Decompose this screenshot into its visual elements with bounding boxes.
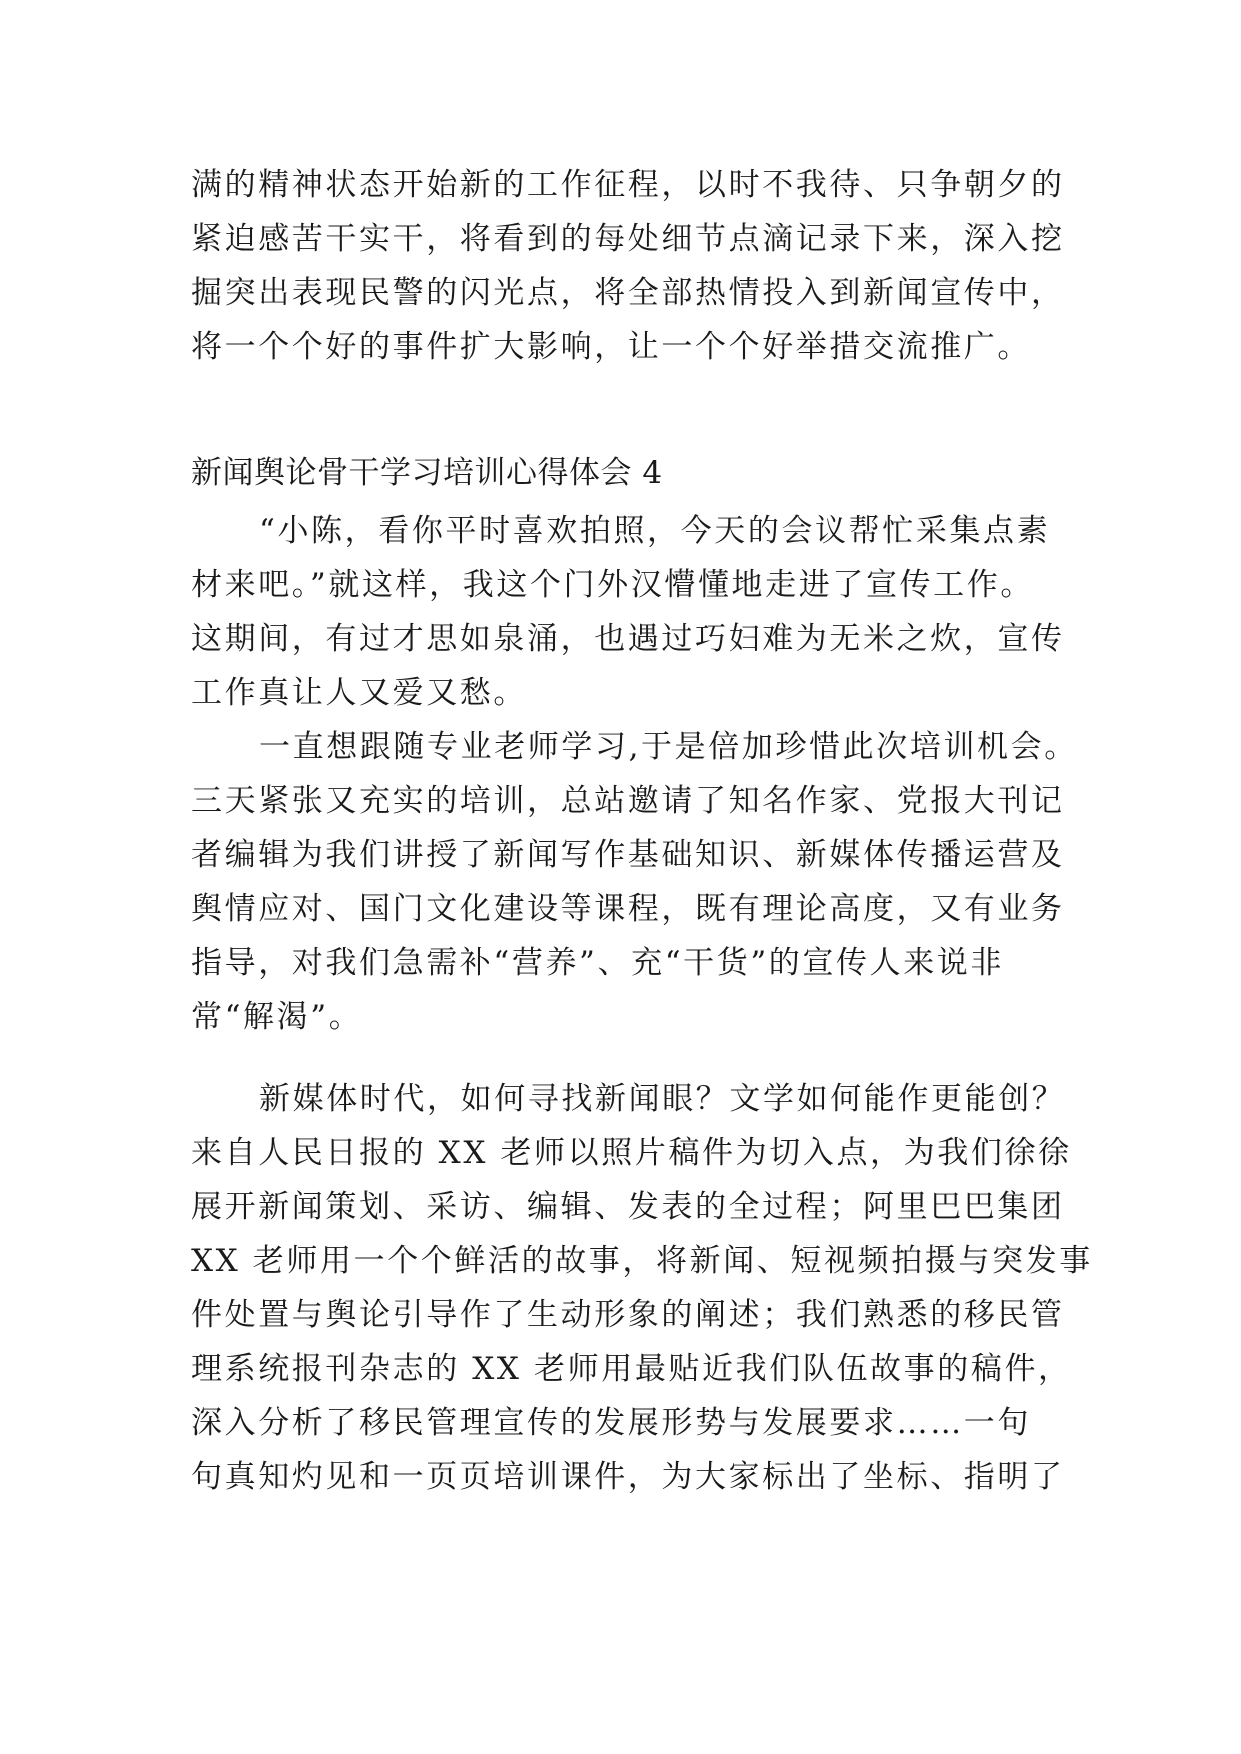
text-line: 三天紧张又充实的培训，总站邀请了知名作家、党报大刊记	[191, 783, 1065, 819]
text-line: 材来吧。”就这样，我这个门外汉懵懂地走进了宣传工作。	[191, 567, 1034, 603]
text-line: 展开新闻策划、采访、编辑、发表的全过程；阿里巴巴集团	[191, 1189, 1065, 1225]
text-line: 掘突出表现民警的闪光点，将全部热情投入到新闻宣传中，	[191, 275, 1065, 311]
section-title: 新闻舆论骨干学习培训心得体会 4	[191, 455, 663, 491]
text-line: 满的精神状态开始新的工作征程，以时不我待、只争朝夕的	[191, 167, 1065, 203]
text-line: 指导，对我们急需补“营养”、充“干货”的宣传人来说非	[191, 945, 1004, 981]
text-line: 这期间，有过才思如泉涌，也遇过巧妇难为无米之炊，宣传	[191, 621, 1065, 657]
text-line: 句真知灼见和一页页培训课件，为大家标出了坐标、指明了	[191, 1459, 1065, 1495]
text-line: 理系统报刊杂志的 XX 老师用最贴近我们队伍故事的稿件，	[191, 1351, 1072, 1387]
text-line: XX 老师用一个个鲜活的故事，将新闻、短视频拍摄与突发事	[191, 1243, 1093, 1279]
text-line: “小陈，看你平时喜欢拍照，今天的会议帮忙采集点素	[259, 513, 1051, 549]
text-line: 将一个个好的事件扩大影响，让一个个好举措交流推广。	[191, 329, 1031, 365]
text-line: 深入分析了移民管理宣传的发展形势与发展要求……一句	[191, 1405, 1031, 1441]
text-line: 紧迫感苦干实干，将看到的每处细节点滴记录下来，深入挖	[191, 221, 1065, 257]
text-line: 者编辑为我们讲授了新闻写作基础知识、新媒体传播运营及	[191, 837, 1065, 873]
text-line: 常“解渴”。	[191, 999, 363, 1035]
text-line: 来自人民日报的 XX 老师以照片稿件为切入点，为我们徐徐	[191, 1135, 1072, 1171]
text-line: 一直想跟随专业老师学习,于是倍加珍惜此次培训机会。	[259, 729, 1078, 765]
text-line: 舆情应对、国门文化建设等课程，既有理论高度，又有业务	[191, 891, 1065, 927]
text-line: 工作真让人又爱又愁。	[191, 675, 527, 711]
text-line: 新媒体时代，如何寻找新闻眼？文学如何能作更能创？	[259, 1081, 1066, 1117]
text-line: 件处置与舆论引导作了生动形象的阐述；我们熟悉的移民管	[191, 1297, 1065, 1333]
